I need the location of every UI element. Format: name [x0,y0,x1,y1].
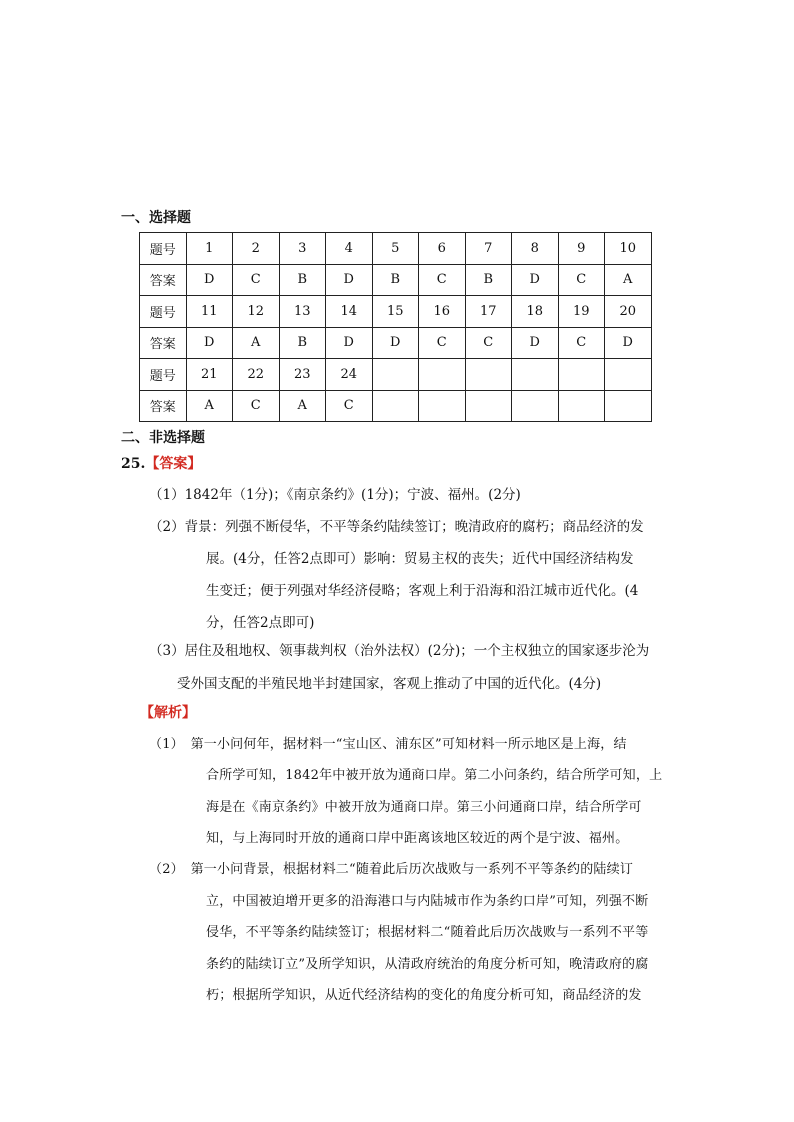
table-cell [558,359,605,391]
table-cell: 15 [372,296,419,328]
table-cell: C [419,327,466,359]
table-cell: D [512,327,559,359]
table-row [140,327,652,359]
table-cell [419,390,466,422]
answer-line: 受外国支配的半殖民地半封建国家，客观上推动了中国的近代化。(4分) [177,676,602,692]
analysis-line: 立，中国被迫增开更多的沿海港口与内陆城市作为条约口岸”可知，列强不断 [206,894,649,909]
table-cell: D [326,264,373,296]
table-row [140,359,652,391]
table-cell: C [558,264,605,296]
table-cell: 22 [233,359,280,391]
table-cell: B [279,264,326,296]
answer-line: （3）居住及租地权、领事裁判权（治外法权）(2分)；一个主权独立的国家逐步沦为 [149,643,650,659]
table-cell: 24 [326,359,373,391]
row-label: 答案 [140,327,187,359]
table-row [140,296,652,328]
table-cell: 13 [279,296,326,328]
question-25-header [121,453,201,473]
analysis-line: 合所学可知，1842年中被开放为通商口岸。第二小问条约，结合所学可知，上 [206,768,663,783]
row-label: 题号 [140,359,187,391]
table-cell: 18 [512,296,559,328]
analysis-line: 侵华，不平等条约陆续签订；根据材料二“随着此后历次战败与一系列不平等 [206,925,649,940]
table-cell: D [605,327,652,359]
table-cell: 14 [326,296,373,328]
answer-line: 分，任答2点即可) [206,615,315,631]
table-cell: 1 [186,233,233,265]
section-1-title: 一、选择题 [121,210,191,226]
answer-tag: 【答案】 [145,456,202,472]
table-cell: B [279,327,326,359]
table-cell: 4 [326,233,373,265]
analysis-line: （1） 第一小问何年，据材料一“宝山区、浦东区”可知材料一所示地区是上海，结 [149,737,627,752]
question-number: 25. [121,456,146,472]
table-cell [512,359,559,391]
table-cell: 9 [558,233,605,265]
table-cell: 19 [558,296,605,328]
table-row [140,264,652,296]
table-cell: 20 [605,296,652,328]
analysis-line: 条约的陆续订立”及所学知识，从清政府统治的角度分析可知，晚清政府的腐 [206,957,649,972]
analysis-line: 朽；根据所学知识，从近代经济结构的变化的角度分析可知，商品经济的发 [206,988,642,1003]
table-cell: C [233,264,280,296]
table-cell [372,390,419,422]
table-cell: 10 [605,233,652,265]
table-cell [419,359,466,391]
table-cell: C [419,264,466,296]
table-cell: D [512,264,559,296]
table-cell [558,390,605,422]
table-cell: B [372,264,419,296]
table-row [140,233,652,265]
section-2-title: 二、非选择题 [121,430,205,446]
table-cell: A [279,390,326,422]
table-cell [465,359,512,391]
table-cell [512,390,559,422]
table-cell: C [558,327,605,359]
table-cell: 11 [186,296,233,328]
table-cell: B [465,264,512,296]
table-cell: D [186,264,233,296]
answer-line: （2）背景：列强不断侵华，不平等条约陆续签订；晚清政府的腐朽；商品经济的发 [149,519,644,535]
answer-table [139,232,652,422]
table-cell [372,359,419,391]
table-cell: 8 [512,233,559,265]
analysis-tag: 【解析】 [140,705,196,721]
table-cell: C [233,390,280,422]
answer-line: （1）1842年（1分)；《南京条约》(1分)；宁波、福州。(2分) [149,487,521,503]
table-cell: 2 [233,233,280,265]
table-cell: 21 [186,359,233,391]
table-cell: D [326,327,373,359]
table-cell: 16 [419,296,466,328]
table-cell: D [186,327,233,359]
table-row [140,390,652,422]
table-cell [605,390,652,422]
table-cell: 6 [419,233,466,265]
answer-line: 生变迁；便于列强对华经济侵略；客观上利于沿海和沿江城市近代化。(4 [206,583,639,599]
table-cell: 23 [279,359,326,391]
table-cell: D [372,327,419,359]
analysis-line: 知，与上海同时开放的通商口岸中距离该地区较近的两个是宁波、福州。 [206,831,629,846]
answer-line: 展。(4分，任答2点即可）影响：贸易主权的丧失；近代中国经济结构发 [206,551,634,567]
table-cell: 3 [279,233,326,265]
row-label: 题号 [140,233,187,265]
row-label: 答案 [140,264,187,296]
analysis-line: 海是在《南京条约》中被开放为通商口岸。第三小问通商口岸，结合所学可 [206,800,642,815]
table-cell: 5 [372,233,419,265]
row-label: 题号 [140,296,187,328]
table-cell: 17 [465,296,512,328]
analysis-line: （2） 第一小问背景，根据材料二“随着此后历次战败与一系列不平等条约的陆续订 [149,862,634,877]
table-cell: C [326,390,373,422]
row-label: 答案 [140,390,187,422]
table-cell: A [233,327,280,359]
table-cell: 12 [233,296,280,328]
table-cell [465,390,512,422]
table-cell: A [186,390,233,422]
table-cell: A [605,264,652,296]
table-cell: 7 [465,233,512,265]
table-cell: C [465,327,512,359]
table-cell [605,359,652,391]
